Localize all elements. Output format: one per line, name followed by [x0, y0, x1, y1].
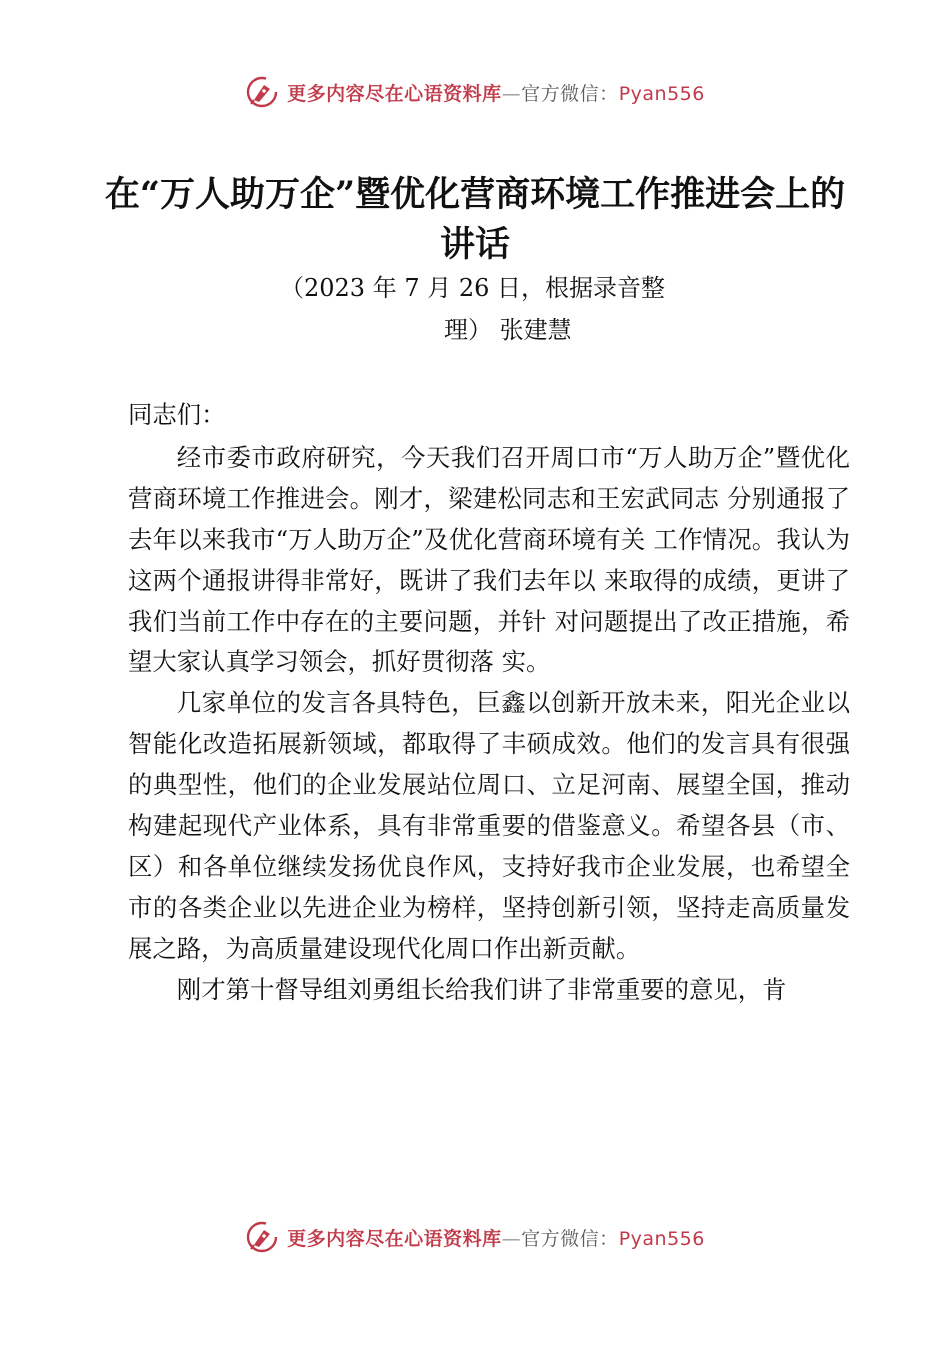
document-subtitle-author: 理） 张建慧 — [444, 316, 572, 344]
watermark-separator: — — [501, 82, 522, 105]
watermark-text — [287, 1224, 705, 1251]
pen-nib-logo-icon — [245, 75, 279, 109]
paragraph: 几家单位的发言各具特色，巨鑫以创新开放未来，阳光企业以智能化改造拓展新领域，都取得了丰硕成效。他们的发言具有很强的典型性，他们的企业发展站位周口、立足河南、展望全国，推动构建起现代产业体系，具有非常重要的借鉴意义。希望各县（市、区）和各单位继续发扬优良作风，支持好我市企业发展，也希望全市的各类企业以先进企业为榜样，坚持创新引领，坚持走高质量发展之路，为高质量建设现代化周口作出新贡献。 — [128, 688, 850, 963]
watermark-site-text: 更多内容尽在心语资料库 — [287, 1227, 502, 1250]
pen-nib-logo-icon — [245, 1220, 279, 1254]
paragraph: 刚才第十督导组刘勇组长给我们讲了非常重要的意见，肯 — [176, 974, 787, 1004]
watermark-wechat-id: Pyan556 — [618, 82, 705, 105]
watermark-separator: — — [501, 1227, 522, 1250]
paragraph: 经市委市政府研究，今天我们召开周口市“万人助万企”暨优化营商环境工作推进会。刚才，梁建松同志和王宏武同志 分别通报了去年以来我市“万人助万企”及优化营商环境有关 工作情况。我认为这两个通报讲得非常好，既讲了我们去年以 来取得的成绩，更讲了我们当前工作中存在的主要问题，并针 对问题提出了改正措施，希望大家认真学习领会，抓好贯彻落 实。 — [128, 442, 850, 677]
document-title: 在“万人助万企”暨优化营商环境工作推进会上的讲话 — [104, 174, 846, 265]
watermark-wechat-id: Pyan556 — [618, 1227, 705, 1250]
header-watermark — [0, 70, 950, 114]
watermark-official-label: 官方微信： — [521, 1227, 619, 1250]
document-body — [128, 395, 850, 1011]
salutation: 同志们： — [128, 400, 226, 429]
watermark-text — [287, 79, 705, 106]
document-subtitle-date: （2023 年 7 月 26 日，根据录音整 — [280, 274, 666, 302]
watermark-official-label: 官方微信： — [521, 82, 619, 105]
watermark-site-text: 更多内容尽在心语资料库 — [287, 82, 502, 105]
footer-watermark — [0, 1215, 950, 1259]
